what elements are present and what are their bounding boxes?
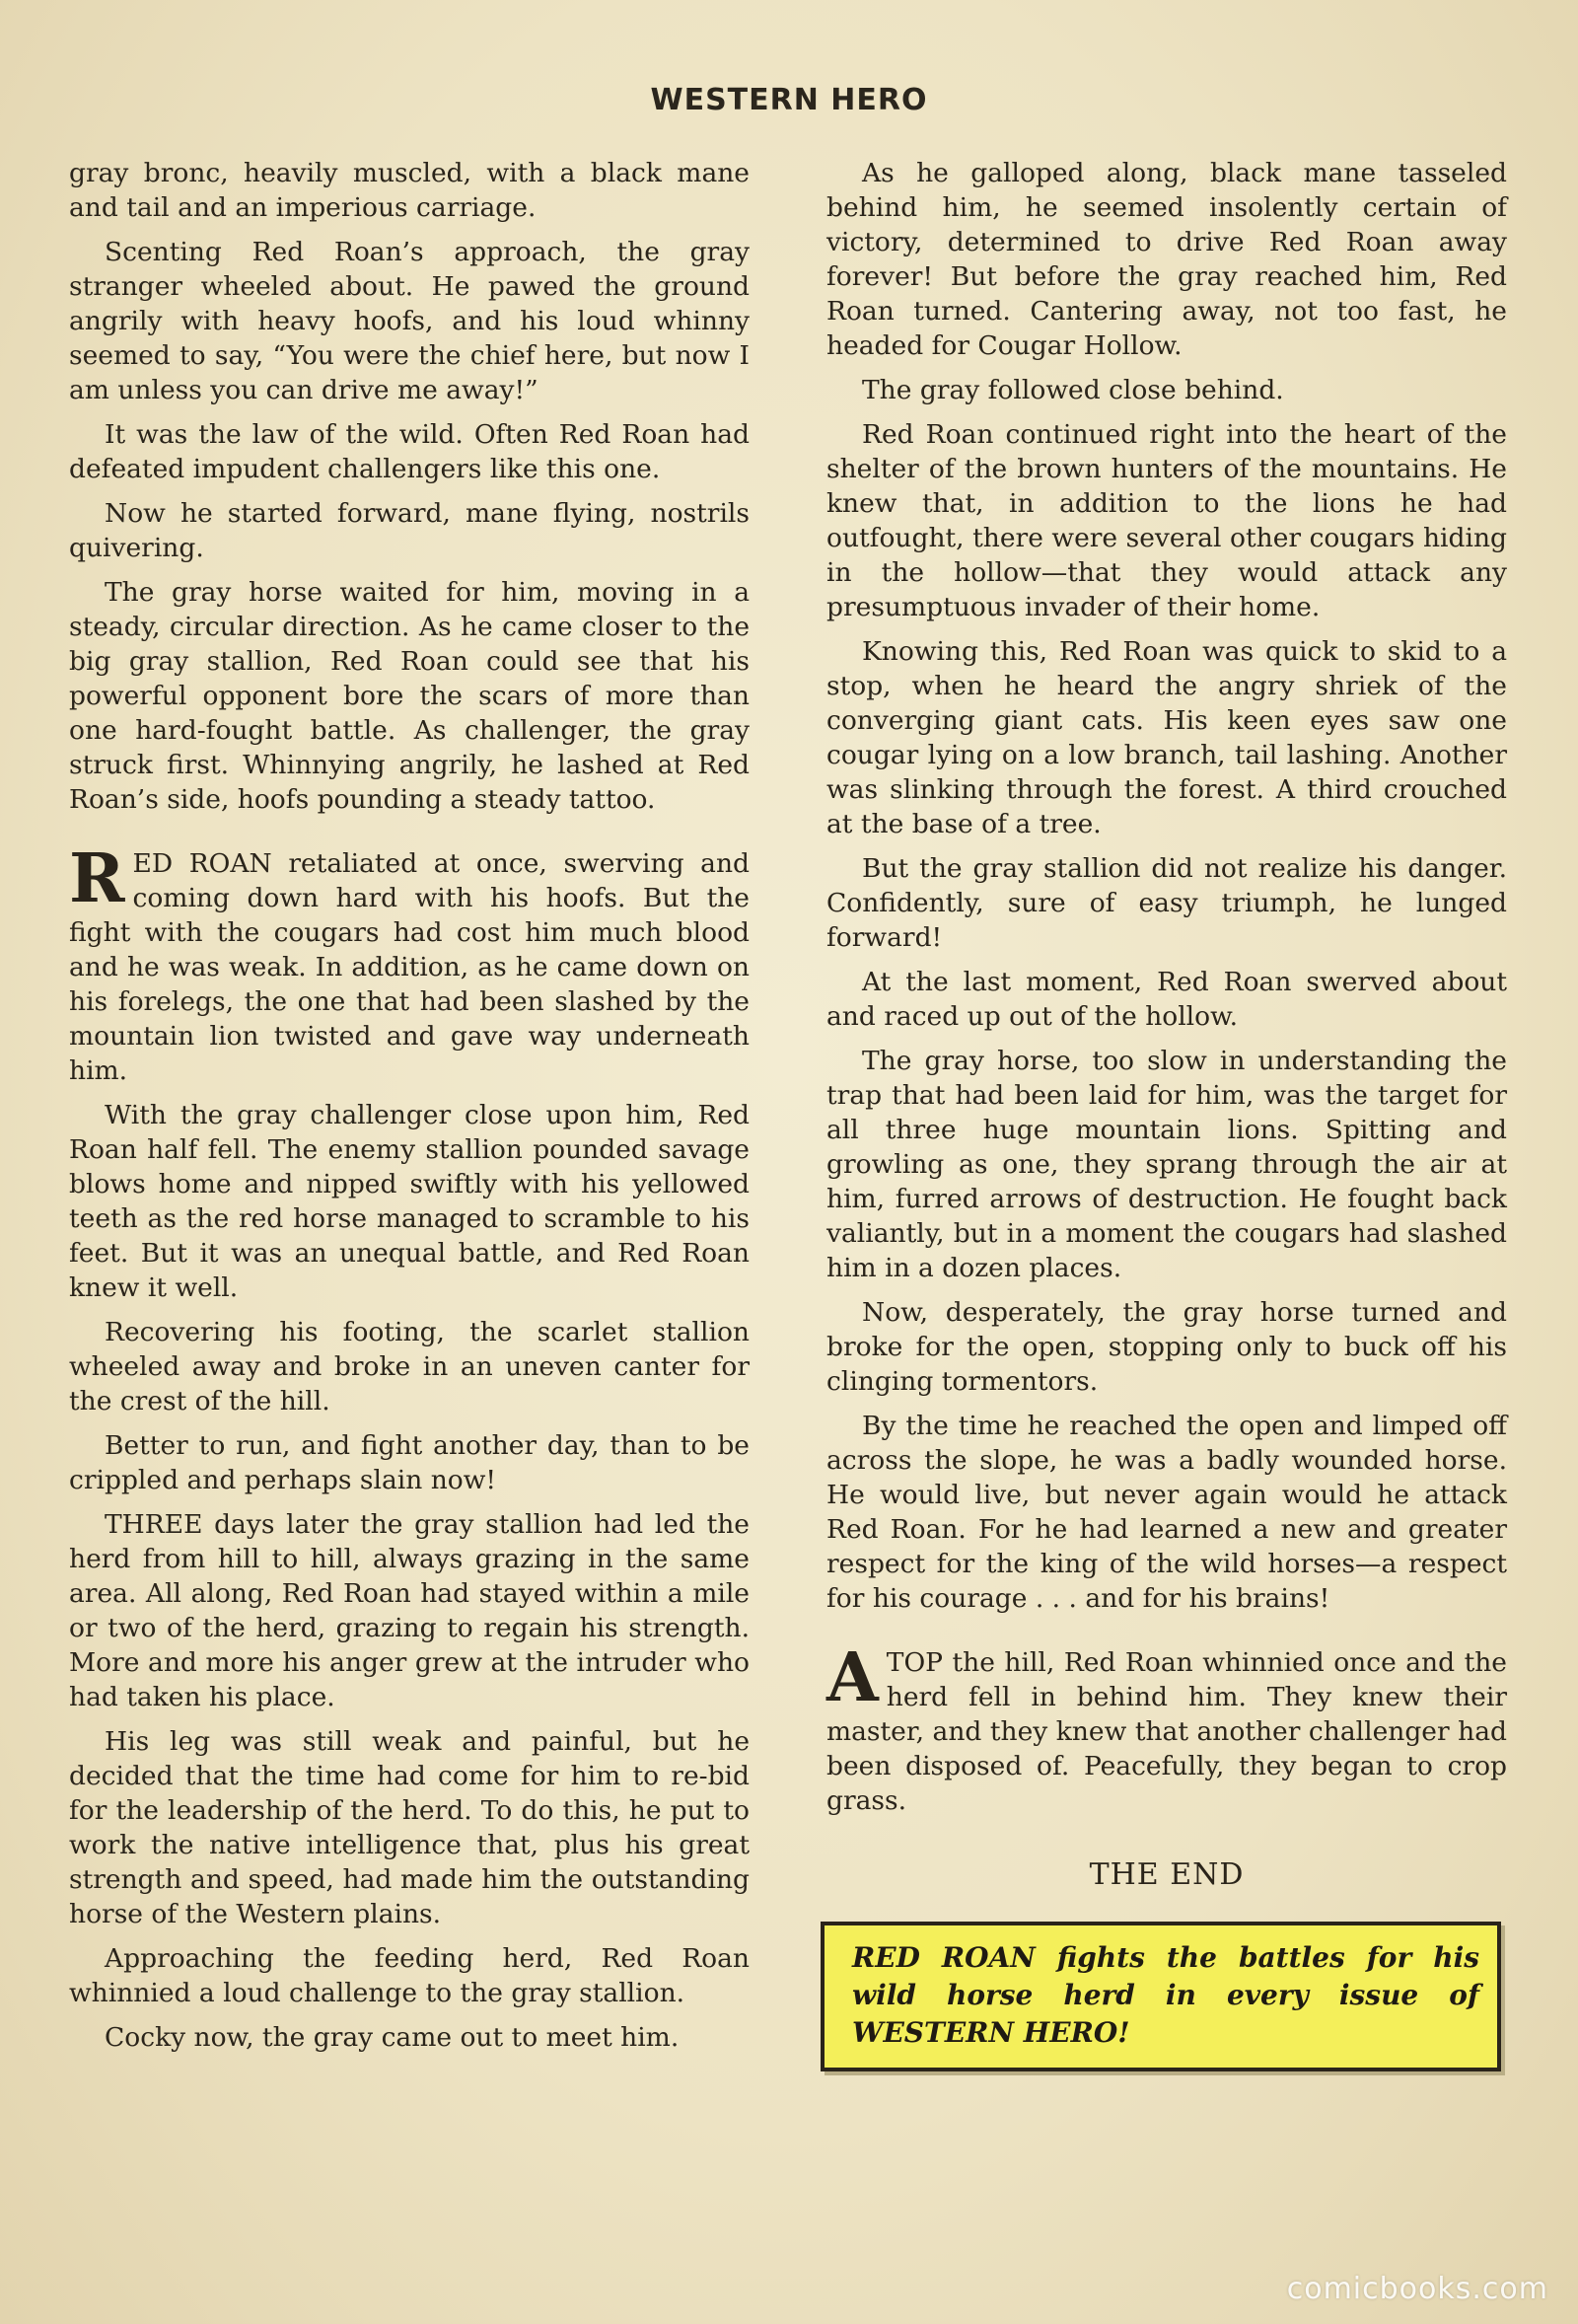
drop-cap: R	[69, 839, 125, 918]
paragraph-text: TOP the hill, Red Roan whinnied once and the herd fell in behind him. They knew their master, and they knew that another challenger had been disposed of. Peacefully, they began to crop grass.	[826, 1647, 1507, 1816]
paragraph: It was the law of the wild. Often Red Roan had defeated impudent challengers like this one.	[69, 419, 750, 484]
left-column	[69, 156, 750, 2065]
right-column	[826, 156, 1507, 2071]
watermark: comicbooks.com	[1286, 2272, 1548, 2306]
paragraph: Knowing this, Red Roan was quick to skid to a stop, when he heard the angry shriek of the converging giant cats. His keen eyes saw one cougar lying on a low branch, tail lashing. Another was slinking through the forest. A third crouched at the base of a tree.	[826, 636, 1507, 839]
paragraph: By the time he reached the open and limped off across the slope, he was a badly wounded horse. He would live, but never again would he attack Red Roan. For he had learned a new and greater respect for the king of the wild horses—a respect for his courage . . . and for his brains!	[826, 1411, 1507, 1614]
section-paragraph	[69, 839, 750, 1088]
paragraph: Better to run, and fight another day, than to be crippled and perhaps slain now!	[69, 1430, 750, 1495]
section-paragraph	[826, 1638, 1507, 1818]
paragraph: At the last moment, Red Roan swerved about and raced up out of the hollow.	[826, 967, 1507, 1032]
paragraph: THREE days later the gray stallion had led the herd from hill to hill, always grazing in the same area. All along, Red Roan had stayed within a mile or two of the herd, grazing to regain his strength. More and more his anger grew at the intruder who had taken his place.	[69, 1509, 750, 1712]
paragraph: Recovering his footing, the scarlet stallion wheeled away and broke in an uneven canter for the crest of the hill.	[69, 1317, 750, 1416]
paragraph: Now he started forward, mane flying, nostrils quivering.	[69, 498, 750, 563]
paragraph: Cocky now, the gray came out to meet him.	[105, 2022, 680, 2053]
paragraph: But the gray stallion did not realize his danger. Confidently, sure of easy triumph, he lunged forward!	[826, 853, 1507, 953]
paragraph: Scenting Red Roan’s approach, the gray stranger wheeled about. He pawed the ground angrily with heavy hoofs, and his loud whinny seemed to say, “You were the chief here, but now I am unless you can drive me away!”	[69, 237, 750, 405]
promo-box: RED ROAN fights the battles for his wild horse herd in every issue of WESTERN HERO!	[821, 1922, 1501, 2071]
paragraph: The gray horse, too slow in understanding the trap that had been laid for him, was the target for all three huge mountain lions. Spitting and growling as one, they sprang through the air at him, furred arrows of destruction. He fought back valiantly, but in a moment the cougars had slashed him in a dozen places.	[826, 1046, 1507, 1283]
paragraph-text: ED ROAN retaliated at once, swerving and coming down hard with his hoofs. But the fight with the cougars had cost him much blood and he was weak. In addition, as he came down on his forelegs, the one that had been slashed by the mountain lion twisted and gave way underneath him.	[69, 848, 750, 1086]
paragraph: With the gray challenger close upon him, Red Roan half fell. The enemy stallion pounded savage blows home and nipped swiftly with his yellowed teeth as the red horse managed to scramble to his feet. But it was an unequal battle, and Red Roan knew it well.	[69, 1100, 750, 1303]
paragraph: Approaching the feeding herd, Red Roan whinnied a loud challenge to the gray stallion.	[69, 1943, 750, 2008]
paragraph: gray bronc, heavily muscled, with a black mane and tail and an imperious carriage.	[69, 158, 750, 223]
drop-cap: A	[826, 1638, 879, 1717]
paragraph: Now, desperately, the gray horse turned and broke for the open, stopping only to buck off his clinging tormentors.	[826, 1297, 1507, 1397]
paragraph: The gray followed close behind.	[862, 375, 1284, 405]
page-header: WESTERN HERO	[650, 83, 928, 117]
paragraph: His leg was still weak and painful, but he decided that the time had come for him to re-bid for the leadership of the herd. To do this, he put to work the native intelligence that, plus his great strength and speed, had made him the outstanding horse of the Western plains.	[69, 1726, 750, 1929]
paragraph: Red Roan continued right into the heart of the shelter of the brown hunters of the mountains. He knew that, in addition to the lions he had outfought, there were several other cougars hiding in the hollow—that they would attack any presumptuous invader of their home.	[826, 419, 1507, 622]
paragraph: As he galloped along, black mane tasseled behind him, he seemed insolently certain of victory, determined to drive Red Roan away forever! But before the gray reached him, Red Roan turned. Cantering away, not too fast, he headed for Cougar Hollow.	[826, 158, 1507, 361]
the-end-label: THE END	[1089, 1857, 1245, 1892]
paragraph: The gray horse waited for him, moving in a steady, circular direction. As he came closer to the big gray stallion, Red Roan could see that his powerful opponent bore the scars of more than one hard-fought battle. As challenger, the gray struck first. Whinnying angrily, he lashed at Red Roan’s side, hoofs pounding a steady tattoo.	[69, 577, 750, 815]
